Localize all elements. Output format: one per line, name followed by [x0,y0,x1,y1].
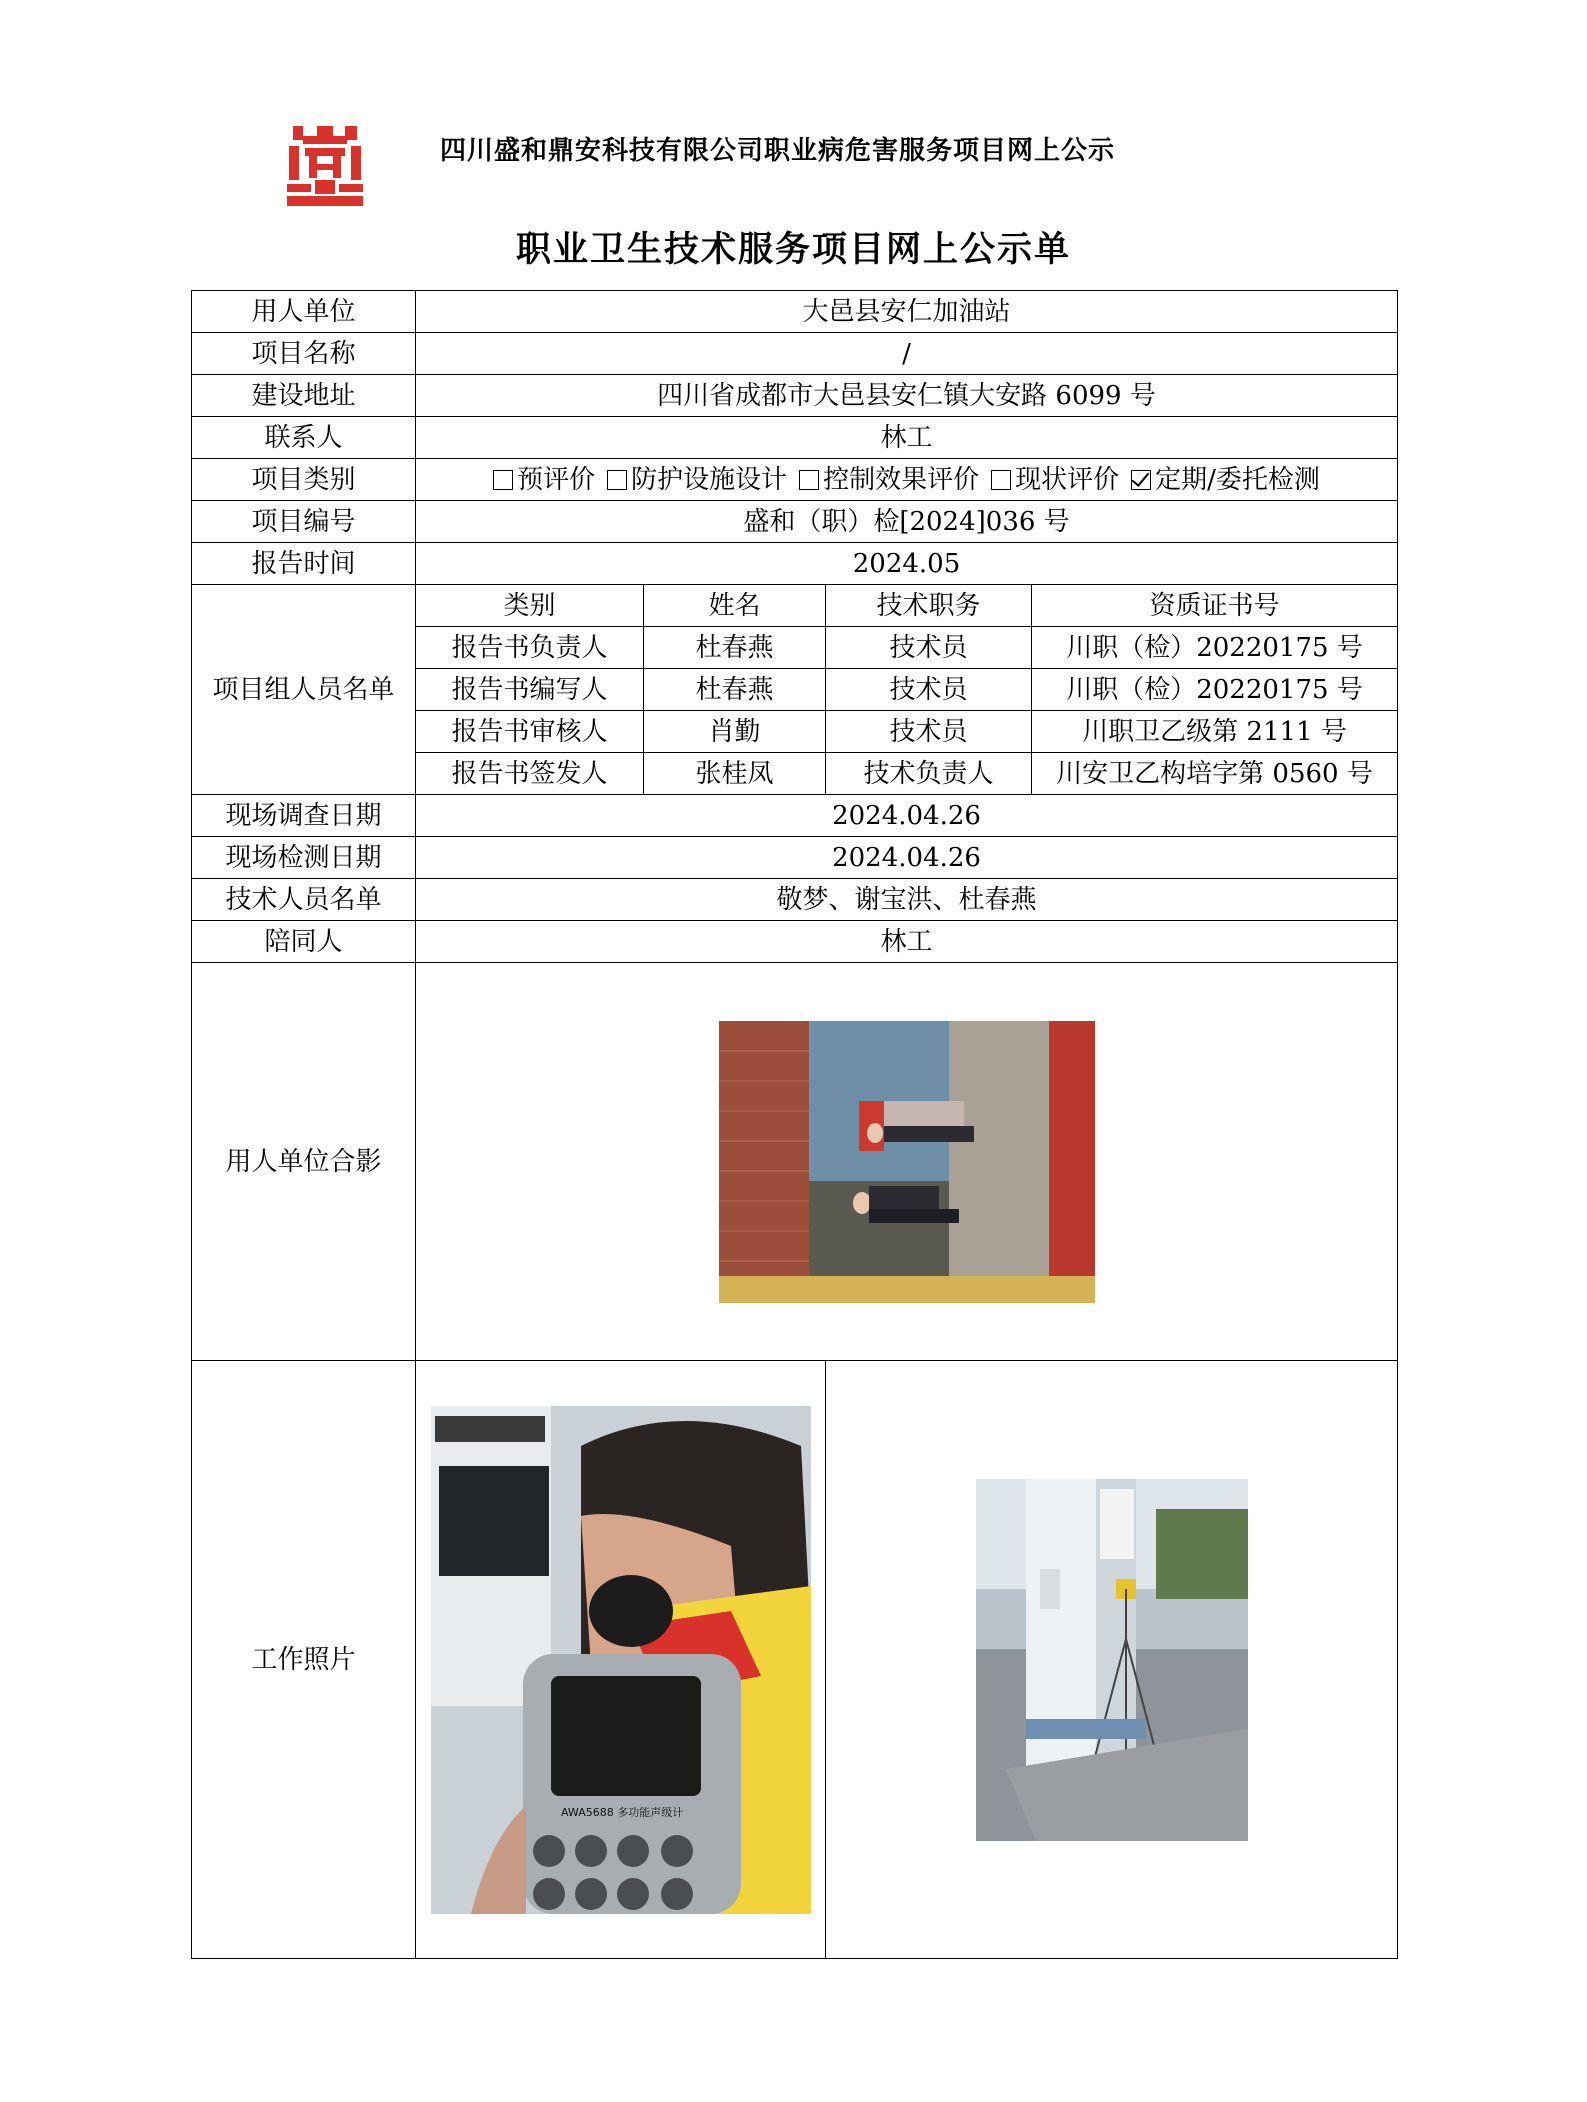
project-no-value: 盛和（职）检[2024]036 号 [416,501,1398,543]
row-report-time [192,543,1398,585]
member-cert: 川职卫乙级第 2111 号 [1032,711,1398,753]
row-test-date [192,837,1398,879]
team-label: 项目组人员名单 [192,585,416,795]
member-role: 报告书签发人 [416,753,644,795]
technicians-value: 敬梦、谢宝洪、杜春燕 [416,879,1398,921]
employer-label: 用人单位 [192,291,416,333]
group-photo-cell [416,963,1398,1361]
project-name-label: 项目名称 [192,333,416,375]
work-photos-label: 工作照片 [192,1361,416,1959]
row-address [192,375,1398,417]
meter-label: AWA5688 多功能声级计 [560,1805,683,1819]
member-role: 报告书负责人 [416,627,644,669]
checkbox-icon [991,470,1011,490]
escort-value: 林工 [416,921,1398,963]
survey-date-label: 现场调查日期 [192,795,416,837]
member-name: 杜春燕 [644,627,826,669]
member-title: 技术员 [826,711,1032,753]
team-header: 姓名 [644,585,826,627]
team-header: 类别 [416,585,644,627]
checkbox-icon [799,470,819,490]
team-header-row [192,585,1398,627]
team-header: 资质证书号 [1032,585,1398,627]
test-date-value: 2024.04.26 [416,837,1398,879]
row-technicians [192,879,1398,921]
employer-value: 大邑县安仁加油站 [416,291,1398,333]
row-project-name [192,333,1398,375]
member-role: 报告书编写人 [416,669,644,711]
test-date-label: 现场检测日期 [192,837,416,879]
checkbox-icon [493,470,513,490]
member-title: 技术员 [826,669,1032,711]
member-cert: 川安卫乙构培字第 0560 号 [1032,753,1398,795]
team-header: 技术职务 [826,585,1032,627]
project-name-value: / [416,333,1398,375]
group-photo [719,1021,1095,1303]
member-title: 技术负责人 [826,753,1032,795]
member-role: 报告书审核人 [416,711,644,753]
company-title: 四川盛和鼎安科技有限公司职业病危害服务项目网上公示 [440,136,1116,166]
row-group-photo [192,963,1398,1361]
member-name: 肖勤 [644,711,826,753]
project-no-label: 项目编号 [192,501,416,543]
work-photo-sound-meter [431,1406,811,1914]
category-option: 预评价 [493,466,595,494]
row-category [192,459,1398,501]
category-option: 定期/委托检测 [1131,466,1320,494]
row-employer [192,291,1398,333]
member-name: 杜春燕 [644,669,826,711]
work-photo-cell-2 [826,1361,1398,1959]
category-options [416,459,1398,501]
address-value: 四川省成都市大邑县安仁镇大安路 6099 号 [416,375,1398,417]
contact-value: 林工 [416,417,1398,459]
category-option: 控制效果评价 [799,466,979,494]
member-cert: 川职（检）20220175 号 [1032,627,1398,669]
escort-label: 陪同人 [192,921,416,963]
category-label: 项目类别 [192,459,416,501]
group-photo-label: 用人单位合影 [192,963,416,1361]
address-label: 建设地址 [192,375,416,417]
report-time-label: 报告时间 [192,543,416,585]
row-contact [192,417,1398,459]
contact-label: 联系人 [192,417,416,459]
checkbox-icon [607,470,627,490]
document-title: 职业卫生技术服务项目网上公示单 [515,229,1071,270]
survey-date-value: 2024.04.26 [416,795,1398,837]
row-work-photos [192,1361,1398,1959]
notice-table [191,290,1398,1959]
row-escort [192,921,1398,963]
work-photo-sampler [976,1479,1248,1841]
member-title: 技术员 [826,627,1032,669]
work-photo-cell-1 [416,1361,826,1959]
company-logo [287,126,363,206]
row-project-no [192,501,1398,543]
report-time-value: 2024.05 [416,543,1398,585]
member-name: 张桂凤 [644,753,826,795]
member-cert: 川职（检）20220175 号 [1032,669,1398,711]
category-option: 防护设施设计 [607,466,787,494]
checked-checkbox-icon [1131,470,1151,490]
technicians-label: 技术人员名单 [192,879,416,921]
row-survey-date [192,795,1398,837]
category-option: 现状评价 [991,466,1119,494]
